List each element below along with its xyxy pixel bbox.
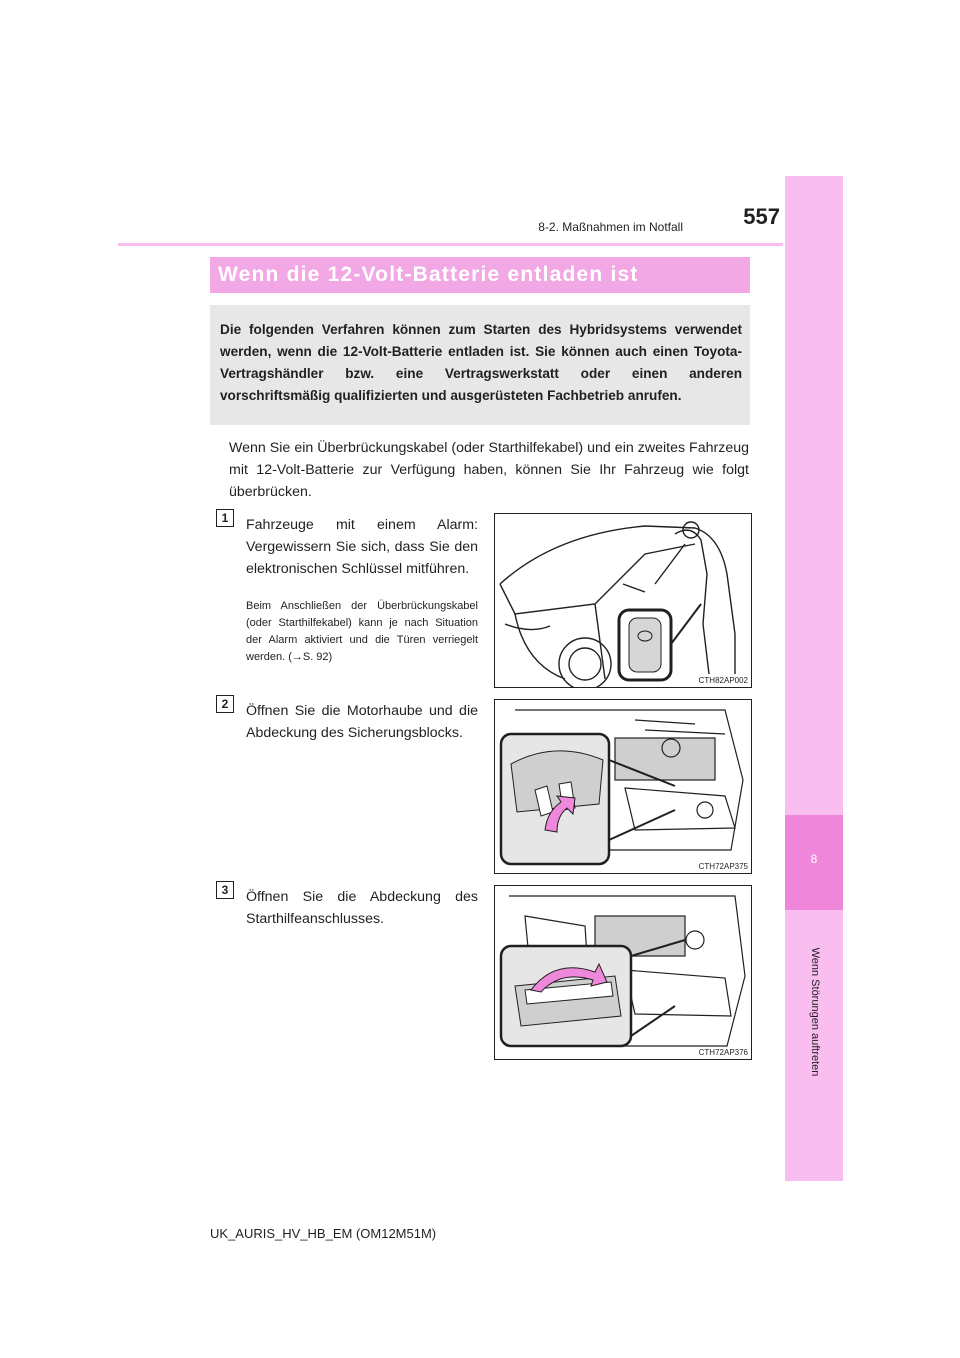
document-code-footer: UK_AURIS_HV_HB_EM (OM12M51M) [210, 1226, 437, 1241]
step-note-1: Beim Anschließen der Überbrückungskabel (oder Starthilfekabel) kann je nach Situation der Alarm aktiviert und die Türen verriegelt werden. (→S. 92) [246, 600, 478, 663]
page-number: 557 [743, 204, 780, 229]
header-rule [118, 243, 783, 246]
figure-car-door [494, 513, 752, 688]
figure-code-3: CTH72AP376 [698, 1048, 748, 1057]
chapter-number: 8 [810, 852, 818, 866]
chapter-title: Wenn Störungen auftreten [809, 947, 821, 1077]
step-number-2: 2 [216, 695, 234, 713]
engine-bay-illustration [495, 700, 751, 873]
section-heading: 8-2. Maßnahmen im Notfall [538, 220, 683, 234]
step-number-1: 1 [216, 509, 234, 527]
figure-jump-start-terminal [494, 885, 752, 1060]
body-paragraph: Wenn Sie ein Überbrückungskabel (oder Starthilfekabel) und ein zweites Fahrzeug mit 12-Volt-Batterie zur Verfügung haben, können Sie Ihr Fahrzeug wie folgt überbrücken. [229, 440, 749, 500]
intro-box [210, 305, 750, 425]
step-text-3: Öffnen Sie die Abdeckung des Starthilfeanschlusses. [246, 889, 478, 927]
figure-fuse-block [494, 699, 752, 874]
figure-code-1: CTH82AP002 [698, 676, 748, 685]
step-text-2: Öffnen Sie die Motorhaube und die Abdeckung des Sicherungsblocks. [246, 703, 478, 741]
section-title: Wenn die 12-Volt-Batterie entladen ist [218, 263, 639, 286]
car-illustration [495, 514, 751, 687]
step-number-3: 3 [216, 881, 234, 899]
step-text-1: Fahrzeuge mit einem Alarm: Vergewissern Sie sich, dass Sie den elektronischen Schlüssel mitführen. [246, 517, 478, 577]
intro-text: Die folgenden Verfahren können zum Starten des Hybridsystems verwendet werden, wenn die 12-Volt-Batterie entladen ist. Sie können auch einen Toyota-Vertragshändler bzw. eine Vertragswerkstatt oder einen anderen vorschriftsmäßig qualifizierten und ausgerüsteten Fachbetrieb anrufen. [220, 322, 742, 403]
figure-code-2: CTH72AP375 [698, 862, 748, 871]
section-title-bar [210, 257, 750, 293]
engine-bay-illustration [495, 886, 751, 1059]
